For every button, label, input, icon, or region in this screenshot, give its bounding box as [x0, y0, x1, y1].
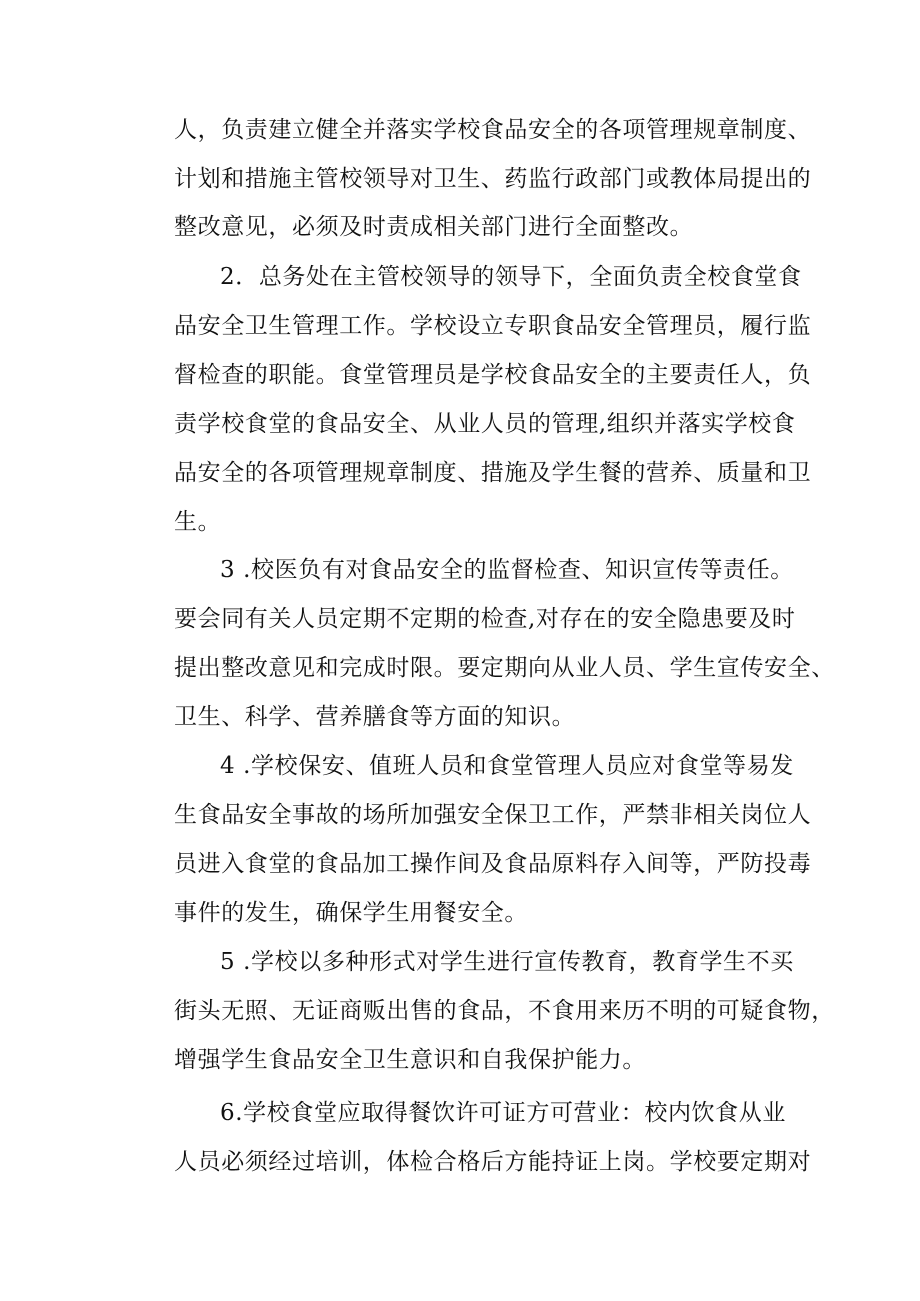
text-line-content: 提出整改意见和完成时限。要定期向从业人员、学生宣传安全、 — [174, 655, 835, 681]
text-line-content: 品安全卫生管理工作。学校设立专职食品安全管理员，履行监 — [174, 313, 812, 339]
text-line — [0, 306, 920, 346]
text-line-content: 人员必须经过培训，体检合格后方能持证上岗。学校要定期对 — [174, 1149, 812, 1175]
text-line-content: 生。 — [174, 509, 222, 535]
paragraph-2-first-line — [0, 257, 920, 297]
text-line — [0, 599, 920, 639]
text-line — [0, 207, 920, 247]
text-line — [0, 844, 920, 884]
text-line-content: 增强学生食品安全卫生意识和自我保护能力。 — [174, 1047, 646, 1073]
text-line — [0, 159, 920, 199]
text-line — [0, 893, 920, 933]
text-line-content: 6.学校食堂应取得餐饮许可证方可营业：校内饮食从业 — [220, 1100, 786, 1126]
text-line — [0, 648, 920, 688]
text-line-content: 街头无照、无证商贩出售的食品，不食用来历不明的可疑食物， — [174, 998, 835, 1024]
text-line-content: 员进入食堂的食品加工操作间及食品原料存入间等，严防投毒 — [174, 851, 812, 877]
text-line-content: 3 .校医负有对食品安全的监督检查、知识宣传等责任。 — [220, 557, 794, 583]
text-line-content: 要会同有关人员定期不定期的检查,对存在的安全隐患要及时 — [174, 606, 796, 632]
text-line — [0, 1040, 920, 1080]
text-line — [0, 697, 920, 737]
paragraph-4-first-line — [0, 746, 920, 786]
paragraph-3-first-line — [0, 550, 920, 590]
text-line-content: 整改意见，必须及时责成相关部门进行全面整改。 — [174, 214, 694, 240]
text-line-content: 督检查的职能。食堂管理员是学校食品安全的主要责任人，负 — [174, 362, 812, 388]
text-line-content: 责学校食堂的食品安全、从业人员的管理,组织并落实学校食 — [174, 411, 796, 437]
text-line — [0, 355, 920, 395]
paragraph-6-first-line — [0, 1093, 920, 1133]
text-line — [0, 1142, 920, 1182]
text-line-content: 计划和措施主管校领导对卫生、药监行政部门或教体局提出的 — [174, 166, 812, 192]
paragraph-5-first-line — [0, 942, 920, 982]
text-line — [0, 404, 920, 444]
text-line — [0, 991, 920, 1031]
text-line-content: 5 .学校以多种形式对学生进行宣传教育，教育学生不买 — [220, 949, 794, 975]
text-line-content: 卫生、科学、营养膳食等方面的知识。 — [174, 704, 576, 730]
text-line-content: 生食品安全事故的场所加强安全保卫工作，严禁非相关岗位人 — [174, 802, 812, 828]
text-line — [0, 453, 920, 493]
text-line-content: 人，负责建立健全并落实学校食品安全的各项管理规章制度、 — [174, 117, 812, 143]
text-line-content: 事件的发生，确保学生用餐安全。 — [174, 900, 528, 926]
text-line — [0, 795, 920, 835]
text-line-content: 4 .学校保安、值班人员和食堂管理人员应对食堂等易发 — [220, 753, 794, 779]
text-line-content: 品安全的各项管理规章制度、措施及学生餐的营养、质量和卫 — [174, 460, 812, 486]
text-line — [0, 110, 920, 150]
text-line-content: 2．总务处在主管校领导的领导下，全面负责全校食堂食 — [220, 264, 802, 290]
text-line — [0, 502, 920, 542]
